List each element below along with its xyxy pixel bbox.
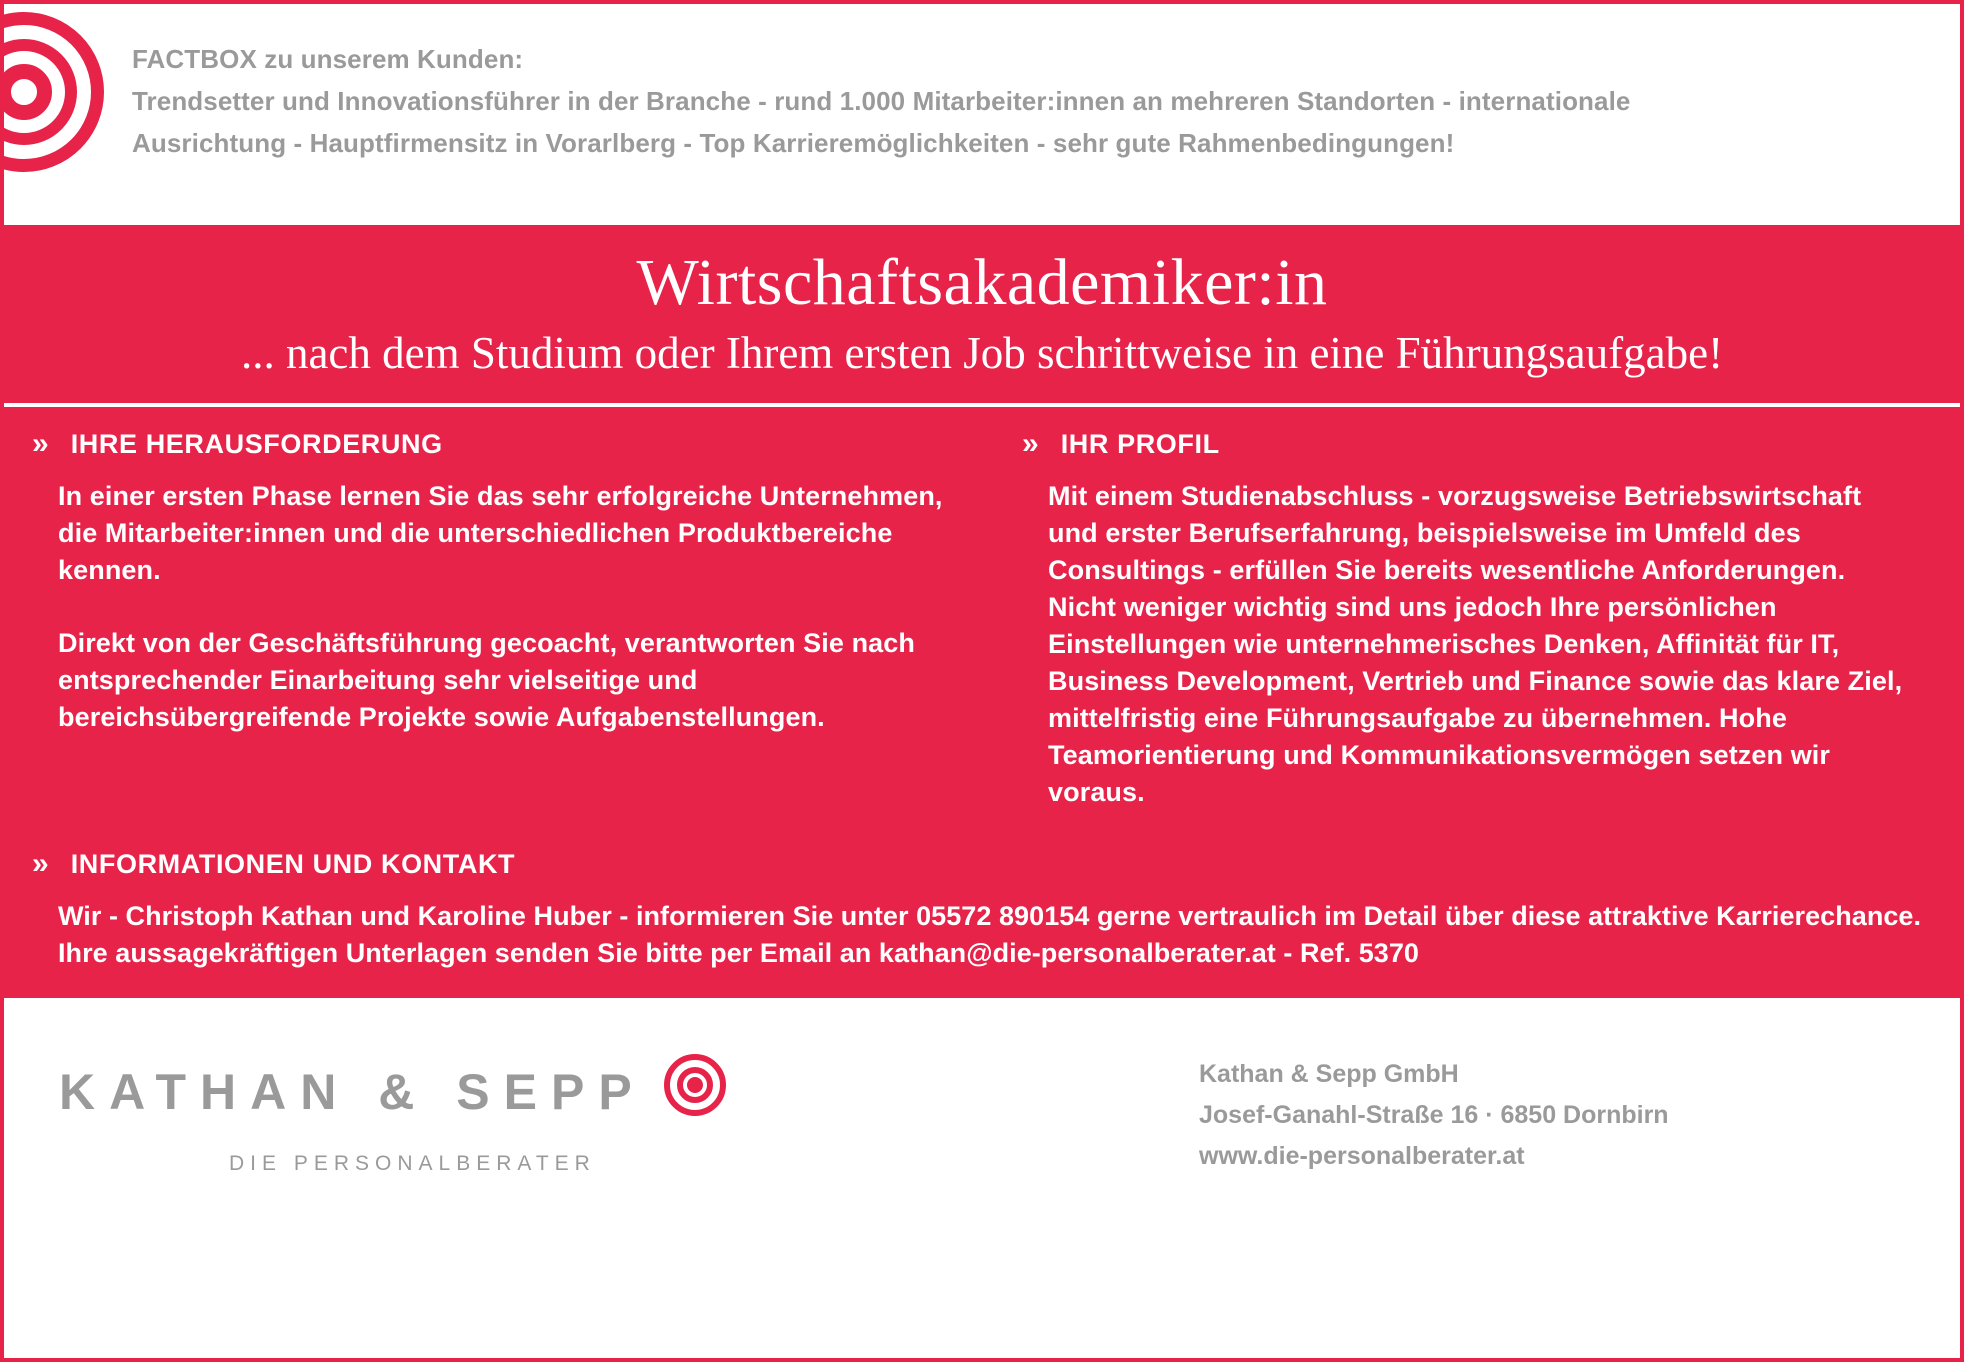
factbox-line-1: FACTBOX zu unserem Kunden: — [132, 44, 524, 74]
profile-paragraph-1: Mit einem Studienabschluss - vorzugsweise Betriebswirtschaft und erster Berufserfahrung, beispielsweise im Umfeld des Consultings - erfüllen Sie bereits wesentliche Anforderungen. Nicht weniger wichtig sind uns jedoch Ihre persönlichen Einstellungen wie unternehmerisches Denken, Affinität für IT, Business Development, Vertrieb und Finance sowie das klare Ziel, mittelfristig eine Führungsaufgabe zu übernehmen. Hohe Teamorientierung und Kommunikationsvermögen setzen wir voraus. — [1048, 481, 1903, 807]
advert-body — [4, 403, 1960, 998]
section-heading-challenge — [32, 429, 946, 460]
factbox-line-2: Trendsetter und Innovationsführer in der Branche - rund 1.000 Mitarbeiter:innen an mehreren Standorten - internationale — [132, 86, 1631, 116]
section-label-profile: IHR PROFIL — [1060, 429, 1220, 459]
challenge-paragraph-2: Direkt von der Geschäftsführung gecoacht, verantworten Sie nach entsprechender Einarbeitung sehr vielseitige und bereichsübergreifende Projekte sowie Aufgabenstellungen. — [58, 628, 915, 732]
section-label-contact: INFORMATIONEN UND KONTAKT — [70, 849, 516, 879]
chevron-right-icon: » — [32, 847, 49, 880]
contact-section — [4, 811, 1960, 972]
column-profile — [982, 429, 1932, 811]
factbox-header — [4, 4, 1960, 222]
title-band — [4, 222, 1960, 403]
challenge-paragraph-1: In einer ersten Phase lernen Sie das sehr erfolgreiche Unternehmen, die Mitarbeiter:innen und die unterschiedlichen Produktbereiche kennen. — [58, 481, 943, 585]
target-icon — [664, 1054, 726, 1116]
footer-website[interactable]: www.die-personalberater.at — [1199, 1142, 1525, 1170]
logo-wordmark: KATHAN & SEPP — [59, 1064, 646, 1120]
page-subtitle: ... nach dem Studium oder Ihrem ersten Job schrittweise in eine Führungsaufgabe! — [240, 328, 1724, 378]
section-heading-profile — [1022, 429, 1912, 460]
company-logo — [59, 1054, 839, 1176]
chevron-right-icon: » — [1022, 427, 1039, 460]
contact-text: Wir - Christoph Kathan und Karoline Huber - informieren Sie unter 05572 890154 gerne vertraulich im Detail über diese attraktive Karrierechance. Ihre aussagekräftigen Unterlagen senden Sie bitte per Email an kathan@die-personalberater.at - Ref. 5370 — [58, 901, 1922, 968]
section-heading-contact — [32, 849, 1932, 880]
footer — [4, 998, 1960, 1232]
page-title: Wirtschaftsakademiker:in — [636, 246, 1328, 319]
footer-street-city: Josef-Ganahl-Straße 16 · 6850 Dornbirn — [1199, 1101, 1669, 1129]
chevron-right-icon: » — [32, 427, 49, 460]
column-challenge — [32, 429, 982, 811]
target-icon — [0, 12, 104, 172]
footer-address — [1199, 1054, 1669, 1177]
section-label-challenge: IHRE HERAUSFORDERUNG — [70, 429, 443, 459]
factbox-line-3: Ausrichtung - Hauptfirmensitz in Vorarlberg - Top Karrieremöglichkeiten - sehr gute Rahmenbedingungen! — [132, 128, 1455, 158]
footer-company-name: Kathan & Sepp GmbH — [1199, 1060, 1459, 1088]
two-column-area — [4, 429, 1960, 811]
logo-tagline: DIE PERSONALBERATER — [229, 1152, 596, 1175]
